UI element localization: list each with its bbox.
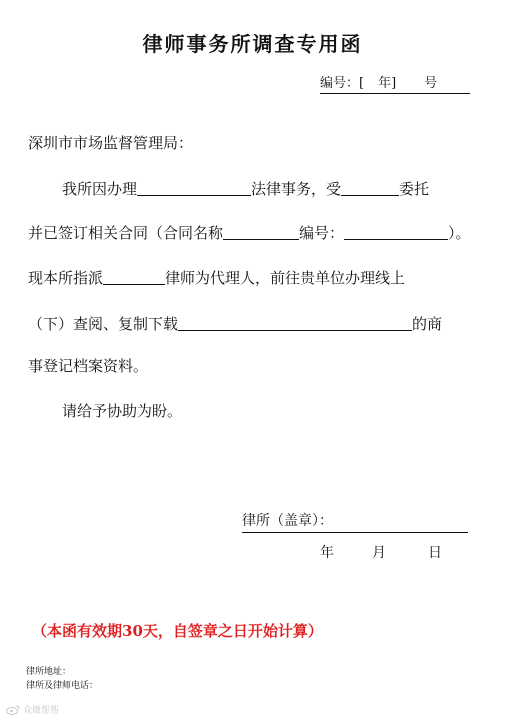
date-year: 年	[320, 545, 334, 561]
watermark	[6, 703, 59, 716]
paragraph-line-5: 事登记档案资料。	[28, 357, 149, 375]
line1-text-c: 委托	[399, 180, 430, 198]
date-line	[320, 542, 442, 562]
seal-signature-line[interactable]	[242, 510, 468, 533]
date-month: 月	[372, 545, 386, 561]
line1-text-b: 法律事务，受	[251, 180, 342, 198]
line4-text-a: （下）查阅、复制下载	[28, 315, 179, 333]
document-number-year: 年]	[378, 76, 397, 91]
salutation: 深圳市市场监督管理局：	[28, 134, 194, 152]
line2-text-b: 编号：	[299, 224, 345, 242]
watermark-text: 众微帮帮	[23, 706, 60, 716]
document-number-label: 编号：[	[320, 76, 365, 91]
footer-phone-label: 律所及律师电话：	[26, 681, 99, 691]
contract-number-blank[interactable]	[344, 224, 448, 240]
contract-name-blank[interactable]	[223, 224, 299, 240]
paragraph-line-2	[28, 222, 471, 243]
document-number-suffix: 号	[424, 76, 438, 91]
document-title: 律师事务所调查专用函	[142, 32, 363, 56]
paragraph-line-1	[62, 178, 429, 199]
footer-address-label: 律所地址：	[26, 667, 72, 677]
seal-label: 律所（盖章）：	[242, 513, 333, 529]
closing-line: 请给予协助为盼。	[62, 402, 183, 420]
paragraph-line-4	[28, 313, 442, 334]
lawyer-name-blank[interactable]	[103, 269, 165, 285]
document-number	[320, 72, 470, 94]
line4-text-b: 的商	[412, 315, 443, 333]
line2-text-a: 并已签订相关合同（合同名称	[28, 224, 224, 242]
weibo-logo-icon	[6, 705, 20, 715]
date-day: 日	[428, 545, 442, 561]
line3-text-a: 现本所指派	[28, 269, 104, 287]
matter-blank[interactable]	[137, 180, 251, 196]
line3-text-b: 律师为代理人，前往贵单位办理线上	[165, 269, 406, 287]
company-name-blank[interactable]	[178, 315, 412, 331]
line2-text-c: ）。	[448, 224, 471, 242]
validity-note: （本函有效期30天，自签章之日开始计算）	[32, 622, 323, 640]
paragraph-line-3	[28, 267, 405, 288]
line1-text-a: 我所因办理	[62, 180, 138, 198]
client-blank[interactable]	[341, 180, 399, 196]
